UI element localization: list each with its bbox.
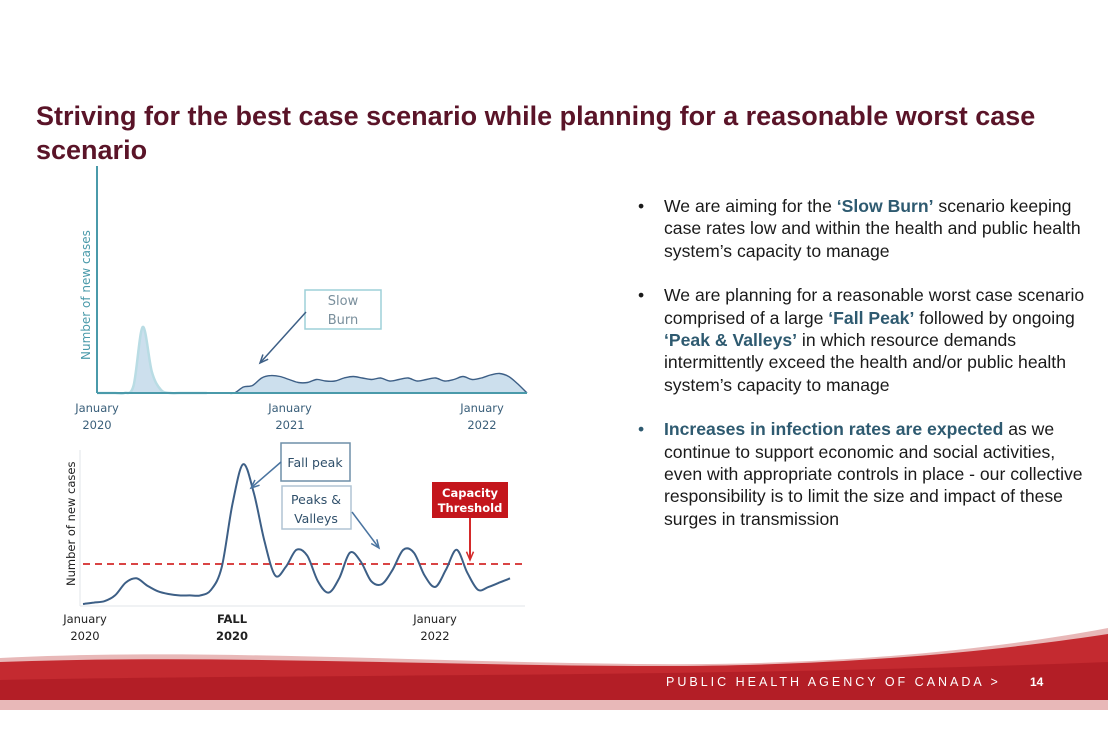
y-axis-label: Number of new cases xyxy=(64,461,78,586)
bullet-text: as we continue to support economic and social activities, even with appropriate controls in place - our collective responsibility is to limit the size and impact of these surges in transmission xyxy=(664,419,1083,529)
x-tick-label: January 2022 xyxy=(460,401,504,432)
slow-burn-area xyxy=(97,327,527,394)
page-number: 14 xyxy=(1030,675,1044,689)
y-axis-label: Number of new cases xyxy=(79,230,93,360)
bullet-highlight: ‘Fall Peak’ xyxy=(828,307,915,328)
bullet-text: in which resource demands intermittently exceed the health and/or public health system’s capacity to manage xyxy=(664,330,1066,395)
x-tick-label: January 2022 xyxy=(413,612,457,643)
bullet-highlight: ‘Slow Burn’ xyxy=(836,196,934,216)
footer-agency-name: PUBLIC HEALTH AGENCY OF CANADA > xyxy=(666,675,1001,689)
slow-burn-callout-label: Slow Burn xyxy=(327,294,359,328)
fall-peak-callout-label: Fall peak xyxy=(287,455,343,470)
bullet-item: • We are planning for a reasonable worst case scenario comprised of a large ‘Fall Peak’ followed by ongoing ‘Peak & Valleys’ in which resource demands intermittently exceed the health and/or public health system’s capacity to manage xyxy=(638,285,1085,395)
peaks-valleys-callout-label: Peaks & Valleys xyxy=(291,492,341,526)
x-tick-label: January 2020 xyxy=(75,401,119,432)
bullet-highlight: ‘Peak & Valleys’ xyxy=(664,330,798,351)
slow-burn-chart xyxy=(60,160,540,440)
bullet-text: scenario keeping case rates low and within the health and public health system’s capacity to manage xyxy=(664,196,1081,261)
footer-band xyxy=(0,620,1108,710)
fall-peak-chart xyxy=(55,440,545,645)
page-title: Striving for the best case scenario while planning for a reasonable worst case scenario xyxy=(36,101,1036,165)
bullet-list xyxy=(636,195,1086,552)
bullet-text: We are aiming for the xyxy=(664,196,837,216)
bullet-highlight: Increases in infection rates are expected xyxy=(664,419,1004,440)
x-tick-label: January 2021 xyxy=(268,401,312,432)
bullet-item: • We are aiming for the ‘Slow Burn’ scenario keeping case rates low and within the health and public health system’s capacity to manage xyxy=(638,196,1081,261)
peaks-valleys-arrow xyxy=(352,512,379,548)
x-tick-label: January 2020 xyxy=(63,612,107,643)
bullet-text: We are planning for a reasonable worst case scenario comprised of a large xyxy=(664,285,1085,328)
capacity-threshold-label: Capacity Threshold xyxy=(437,486,503,515)
fall-peak-arrow xyxy=(251,462,281,488)
bullet-text: followed by ongoing xyxy=(914,307,1075,328)
x-tick-label: FALL 2020 xyxy=(215,612,249,643)
slow-burn-arrow xyxy=(260,312,306,363)
bullet-item: • Increases in infection rates are expected as we continue to support economic and social activities, even with appropriate controls in place - our collective responsibility is to limit the size and impact of these surges in transmission xyxy=(638,419,1083,529)
